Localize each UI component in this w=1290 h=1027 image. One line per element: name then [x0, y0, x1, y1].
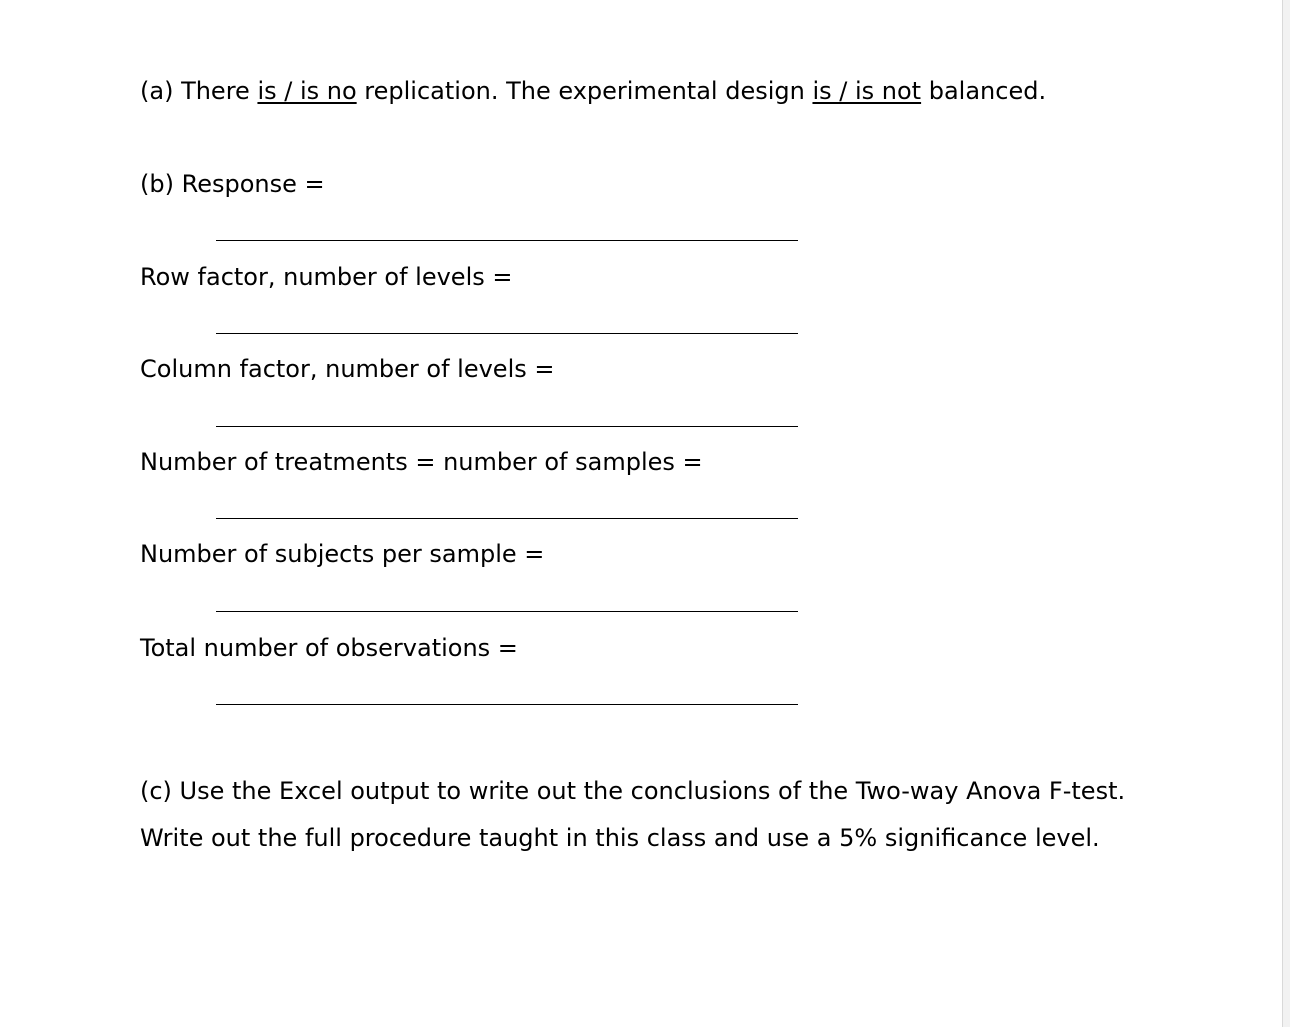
- response-answer-blank[interactable]: [216, 240, 798, 241]
- balanced-choice: is / is not: [812, 77, 922, 105]
- part-a-line: [140, 76, 1046, 106]
- part-a-suffix: balanced.: [921, 77, 1047, 105]
- replication-choice: is / is no: [257, 77, 357, 105]
- treatments-label: Number of treatments = number of samples =: [140, 448, 703, 476]
- part-a-prefix: (a) There: [140, 77, 258, 105]
- row-factor-answer-blank[interactable]: [216, 333, 798, 334]
- part-c-paragraph: (c) Use the Excel output to write out the conclusions of the Two-way Anova F-test. Write out the full procedure taught in this class and use a 5% significance level.: [140, 777, 1126, 852]
- total-observations-answer-blank[interactable]: [216, 704, 798, 705]
- subjects-per-sample-label: Number of subjects per sample =: [140, 540, 545, 568]
- treatments-answer-blank[interactable]: [216, 518, 798, 519]
- column-factor-label: Column factor, number of levels =: [140, 355, 555, 383]
- subjects-answer-blank[interactable]: [216, 611, 798, 612]
- column-factor-answer-blank[interactable]: [216, 426, 798, 427]
- total-observations-label: Total number of observations =: [140, 634, 518, 662]
- part-a-middle: replication. The experimental design: [356, 77, 813, 105]
- response-label: (b) Response =: [140, 170, 325, 198]
- row-factor-label: Row factor, number of levels =: [140, 263, 513, 291]
- page-edge-divider: [1282, 0, 1290, 1027]
